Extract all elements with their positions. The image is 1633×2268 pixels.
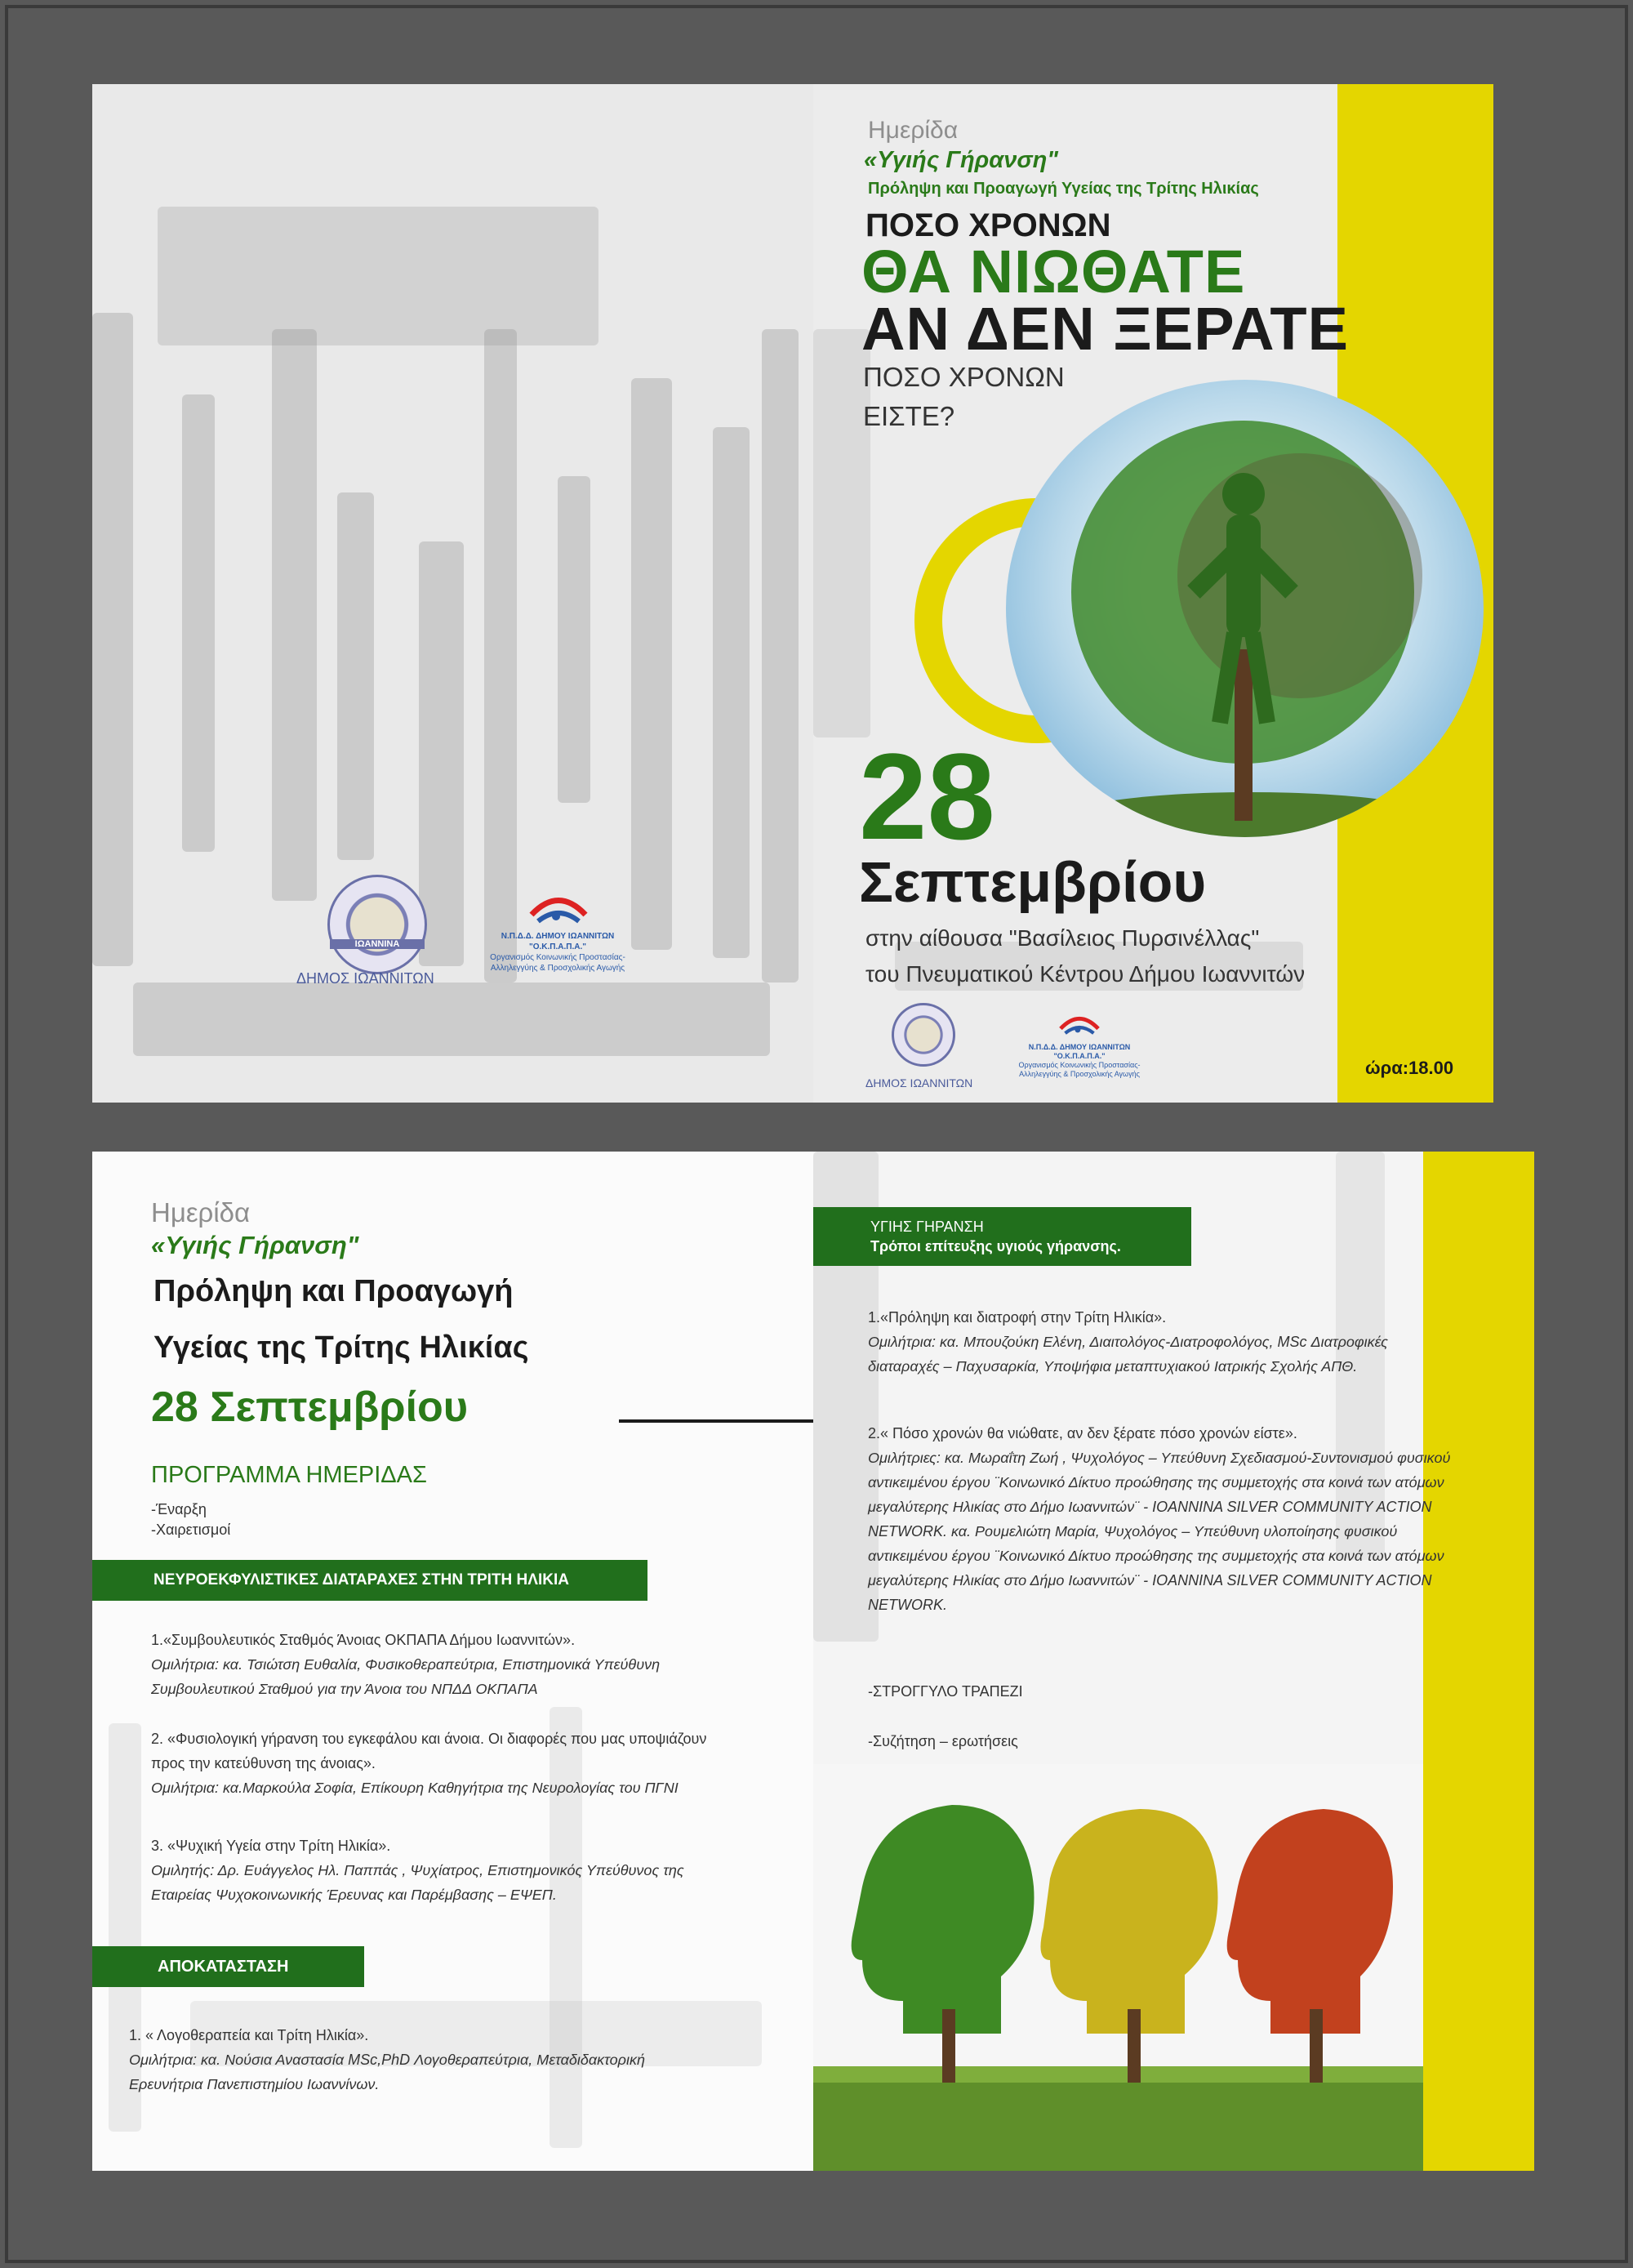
headline-line1: ΠΟΣΟ ΧΡΟΝΩΝ bbox=[865, 207, 1111, 243]
item-title: 3. «Ψυχική Υγεία στην Τρίτη Ηλικία». bbox=[151, 1838, 391, 1854]
item-title: 1. « Λογοθεραπεία και Τρίτη Ηλικία». bbox=[129, 2027, 369, 2043]
okpapa-line1: Ν.Π.Δ.Δ. ΔΗΜΟΥ ΙΩΑΝΝΙΤΩΝ bbox=[501, 932, 615, 941]
round-table-item: -ΣΤΡΟΓΓΥΛΟ ΤΡΑΠΕΖΙ bbox=[868, 1683, 1023, 1700]
cover-subtitle: Πρόληψη και Προαγωγή Υγείας της Τρίτης Ηλικίας bbox=[868, 180, 1259, 198]
headline-line4: ΠΟΣΟ ΧΡΟΝΩΝ bbox=[863, 362, 1065, 392]
item-speaker: Ομιλήτρια: κα. Μπουζούκη Ελένη, Διαιτολόγος-Διατροφολόγος, MSc Διατροφικές διαταραχές – Παχυσαρκία, Υποψήφια μεταπτυχιακού Ιατρικής Σχολής ΑΠΘ. bbox=[868, 1334, 1388, 1375]
okpapa-logo-mark bbox=[523, 890, 594, 931]
discussion-item: -Συζήτηση – ερωτήσεις bbox=[868, 1733, 1018, 1749]
program-item-2 bbox=[151, 1727, 739, 1800]
program-heading: ΠΡΟΓΡΑΜΜΑ ΗΜΕΡΙΔΑΣ bbox=[151, 1462, 427, 1488]
okpapa-logo-text bbox=[1006, 1043, 1153, 1079]
item-speaker: Ομιλήτρια: κα. Νούσια Αναστασία MSc,PhD Λογοθεραπεύτρια, Μεταδιδακτορική Ερευνήτρια Πανεπιστημίου Ιωαννίνων. bbox=[129, 2052, 645, 2092]
okpapa-line2: "Ο.Κ.Π.Α.Π.Α." bbox=[1053, 1052, 1106, 1060]
cover-date-month: Σεπτεμβρίου bbox=[859, 850, 1207, 914]
okpapa-line2: "Ο.Κ.Π.Α.Π.Α." bbox=[528, 942, 587, 951]
municipality-label: ΔΗΜΟΣ ΙΩΑΝΝΙΤΩΝ bbox=[865, 1076, 973, 1089]
item-title: 1.«Συμβουλευτικός Σταθμός Άνοιας ΟΚΠΑΠΑ Δήμου Ιωαννιτών». bbox=[151, 1632, 576, 1648]
item-speakers: Ομιλήτριες: κα. Μωραΐτη Ζωή , Ψυχολόγος – Υπεύθυνη Σχεδιασμού-Συντονισμού φυσικού αντικειμένου έργου ¨Κοινωνικό Δίκτυο προώθησης της συμμετοχής στα κοινά των ατόμων μεγαλύτερης Ηλικίας στο Δήμο Ιωαννιτών¨ - IOANNINA SILVER COMMUNITY ACTION NETWORK. κα. Ρουμελιώτη Μαρία, Ψυχολόγος – Υπεύθυνη υλοποίησης φυσικού αντικειμένου έργου ¨Κοινωνικό Δίκτυο προώθησης της συμμετοχής στα κοινά των ατόμων μεγαλύτερης Ηλικίας στο Δήμο Ιωαννιτών¨ - IOANNINA SILVER COMMUNITY ACTION NETWORK. bbox=[868, 1450, 1451, 1613]
opening-list bbox=[151, 1499, 230, 1540]
greetings-item: -Χαιρετισμοί bbox=[151, 1522, 231, 1538]
back-cover-panel bbox=[92, 84, 813, 1103]
cover-venue bbox=[865, 920, 1305, 992]
municipality-seal-logo bbox=[892, 1003, 955, 1067]
heading-line1: ΥΓΙΗΣ ΓΗΡΑΝΣΗ bbox=[870, 1219, 984, 1235]
item-speaker: Ομιλητής: Δρ. Ευάγγελος Ηλ. Παππάς , Ψυχίατρος, Επιστημονικός Υπεύθυνος της Εταιρείας Ψυχοκοινωνικής Έρευνας και Παρέμβασης – ΕΨΕΠ. bbox=[151, 1862, 684, 1903]
section-heading-healthy-aging bbox=[813, 1207, 1191, 1266]
okpapa-line1: Ν.Π.Δ.Δ. ΔΗΜΟΥ ΙΩΑΝΝΙΤΩΝ bbox=[1028, 1043, 1131, 1051]
item-title: 2. «Φυσιολογική γήρανση του εγκεφάλου και άνοια. Οι διαφορές που μας υποψιάζουν προς την κατεύθυνση της άνοιας». bbox=[151, 1731, 707, 1771]
program-yellow-bar bbox=[1423, 1152, 1534, 2171]
headline-line3: ΑΝ ΔΕΝ ΞΕΡΑΤΕ bbox=[861, 295, 1349, 363]
item-speaker: Ομιλήτρια: κα. Τσιώτση Ευθαλία, Φυσικοθεραπεύτρια, Επιστημονικά Υπεύθυνη Συμβουλευτικού Σταθμού για την Άνοια του ΝΠΔΔ ΟΚΠΑΠΑ bbox=[151, 1656, 661, 1697]
program-item-3 bbox=[151, 1834, 739, 1907]
tree-human-figure-illustration bbox=[1006, 380, 1484, 837]
item-title: 2.« Πόσο χρονών θα νιώθατε, αν δεν ξέρατε πόσο χρονών είστε». bbox=[868, 1425, 1297, 1441]
program-date: 28 Σεπτεμβρίου bbox=[151, 1384, 469, 1431]
cover-date-day: 28 bbox=[859, 728, 995, 865]
program-item-1 bbox=[151, 1628, 739, 1701]
municipality-seal-logo bbox=[327, 875, 427, 974]
okpapa-line3: Οργανισμός Κοινωνικής Προστασίας- bbox=[490, 953, 625, 962]
headline-line5: ΕΙΣΤΕ? bbox=[863, 401, 955, 431]
program-subtitle-line2: Υγείας της Τρίτης Ηλικίας bbox=[154, 1330, 529, 1365]
okpapa-line4: Αλληλεγγύης & Προσχολικής Αγωγής bbox=[490, 964, 625, 973]
okpapa-line4: Αλληλεγγύης & Προσχολικής Αγωγής bbox=[1019, 1070, 1140, 1078]
grunge-texture bbox=[92, 84, 813, 1103]
program-right-item-1 bbox=[868, 1305, 1439, 1379]
program-event-type: Ημερίδα bbox=[151, 1197, 251, 1228]
okpapa-logo-mark bbox=[1055, 1011, 1104, 1040]
section-heading-neuro: ΝΕΥΡΟΕΚΦΥΛΙΣΤΙΚΕΣ ΔΙΑΤΑΡΑΧΕΣ ΣΤΗΝ ΤΡΙΤΗ ΗΛΙΚΙΑ bbox=[92, 1560, 647, 1601]
headline-question bbox=[863, 358, 1065, 436]
program-item-4 bbox=[129, 2023, 684, 2096]
headline-line2: ΘΑ ΝΙΩΘΑΤΕ bbox=[861, 238, 1246, 305]
venue-line1: στην αίθουσα "Βασίλειος Πυρσινέλλας" bbox=[865, 925, 1260, 951]
divider-line bbox=[619, 1419, 813, 1423]
okpapa-logo-text bbox=[476, 931, 639, 974]
municipality-seal-text: ΙΩΑΝΝΙΝΑ bbox=[330, 939, 425, 949]
tree-figure-svg bbox=[1006, 380, 1484, 837]
item-speaker: Ομιλήτρια: κα.Μαρκούλα Σοφία, Επίκουρη Καθηγήτρια της Νευρολογίας του ΠΓΝΙ bbox=[151, 1780, 679, 1796]
opening-item: -Έναρξη bbox=[151, 1501, 207, 1517]
okpapa-line3: Οργανισμός Κοινωνικής Προστασίας- bbox=[1018, 1061, 1141, 1069]
program-right-item-2 bbox=[868, 1421, 1456, 1617]
municipality-label: ΔΗΜΟΣ ΙΩΑΝΝΙΤΩΝ bbox=[296, 970, 434, 987]
cover-title: «Υγιής Γήρανση" bbox=[864, 147, 1059, 173]
venue-line2: του Πνευματικού Κέντρου Δήμου Ιωαννιτών bbox=[865, 961, 1306, 987]
program-title: «Υγιής Γήρανση" bbox=[151, 1231, 359, 1259]
cover-time: ώρα:18.00 bbox=[1365, 1058, 1454, 1078]
program-subtitle-line1: Πρόληψη και Προαγωγή bbox=[154, 1274, 514, 1308]
item-title: 1.«Πρόληψη και διατροφή στην Τρίτη Ηλικία». bbox=[868, 1309, 1167, 1326]
heading-line2: Τρόποι επίτευξης υγιούς γήρανσης. bbox=[870, 1238, 1121, 1254]
cover-event-type: Ημερίδα bbox=[868, 117, 959, 144]
tree-heads-svg bbox=[813, 1764, 1423, 2171]
four-tree-heads-illustration bbox=[813, 1764, 1423, 2171]
section-heading-rehab: ΑΠΟΚΑΤΑΣΤΑΣΗ bbox=[92, 1946, 364, 1987]
